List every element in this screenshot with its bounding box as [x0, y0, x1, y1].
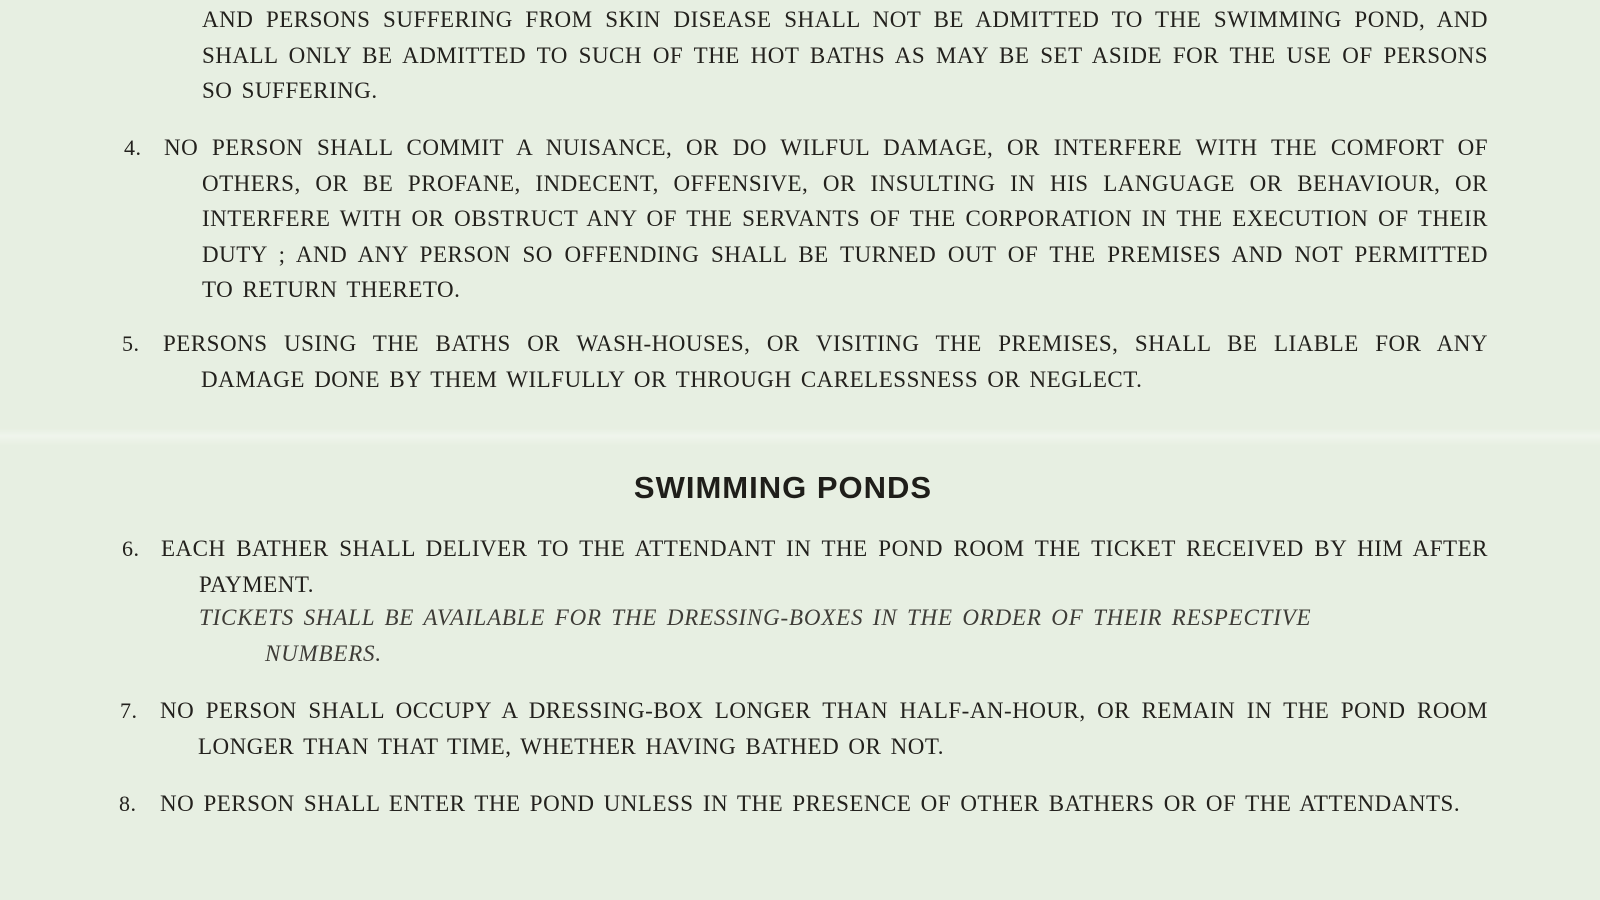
rule-text: NO PERSON SHALL COMMIT A NUISANCE, OR DO WILFUL DAMAGE, OR INTERFERE WITH THE COMFORT OF OTHERS, OR BE PROFANE, INDECENT, OFFENSIVE, OR INSULTING IN HIS LANGUAGE OR BEHAVIOUR, OR INTERFERE WITH OR OBSTRUCT ANY OF THE SERVANTS OF THE CORPORATION IN THE EXECUTION OF THEIR DUTY ; AND ANY PERSON SO OFFENDING SHALL BE TURNED OUT OF THE PREMISES AND NOT PERMITTED TO RETURN THERETO.	[164, 135, 1488, 302]
rule-text: EACH BATHER SHALL DELIVER TO THE ATTENDANT IN THE POND ROOM THE TICKET RECEIVED BY HIM AFTER PAYMENT.	[161, 536, 1488, 597]
rule-7	[120, 693, 1488, 764]
rule-number: 8.	[119, 791, 137, 816]
section-heading-text: SWIMMING PONDS	[633, 470, 933, 505]
rule-3-continuation: AND PERSONS SUFFERING FROM SKIN DISEASE SHALL NOT BE ADMITTED TO THE SWIMMING POND, AND SHALL ONLY BE ADMITTED TO SUCH OF THE HOT BATHS AS MAY BE SET ASIDE FOR THE USE OF PERSONS SO SUFFERING.	[202, 7, 1488, 103]
rule-text: PERSONS USING THE BATHS OR WASH-HOUSES, OR VISITING THE PREMISES, SHALL BE LIABLE FOR ANY DAMAGE DONE BY THEM WILFULLY OR THROUGH CARELESSNESS OR NEGLECT.	[163, 331, 1488, 392]
rule-number: 7.	[120, 698, 138, 723]
section-heading	[0, 470, 1600, 506]
rule-6-note	[199, 600, 1488, 671]
note-line-2: NUMBERS.	[265, 640, 382, 666]
rule-8	[119, 786, 1488, 822]
rule-4	[124, 130, 1488, 308]
rule-number: 6.	[122, 536, 140, 561]
rule-number: 5.	[122, 331, 140, 356]
rule-text: NO PERSON SHALL OCCUPY A DRESSING-BOX LONGER THAN HALF-AN-HOUR, OR REMAIN IN THE POND ROOM LONGER THAN THAT TIME, WHETHER HAVING BATHED OR NOT.	[160, 698, 1488, 759]
rule-text: NO PERSON SHALL ENTER THE POND UNLESS IN THE PRESENCE OF OTHER BATHERS OR OF THE ATTENDANTS.	[160, 791, 1461, 816]
rule-number: 4.	[124, 135, 142, 160]
rule-6	[122, 531, 1488, 602]
rule-5	[122, 326, 1488, 397]
note-line-1: TICKETS SHALL BE AVAILABLE FOR THE DRESSING-BOXES IN THE ORDER OF THEIR RESPECTIVE	[199, 605, 1312, 630]
